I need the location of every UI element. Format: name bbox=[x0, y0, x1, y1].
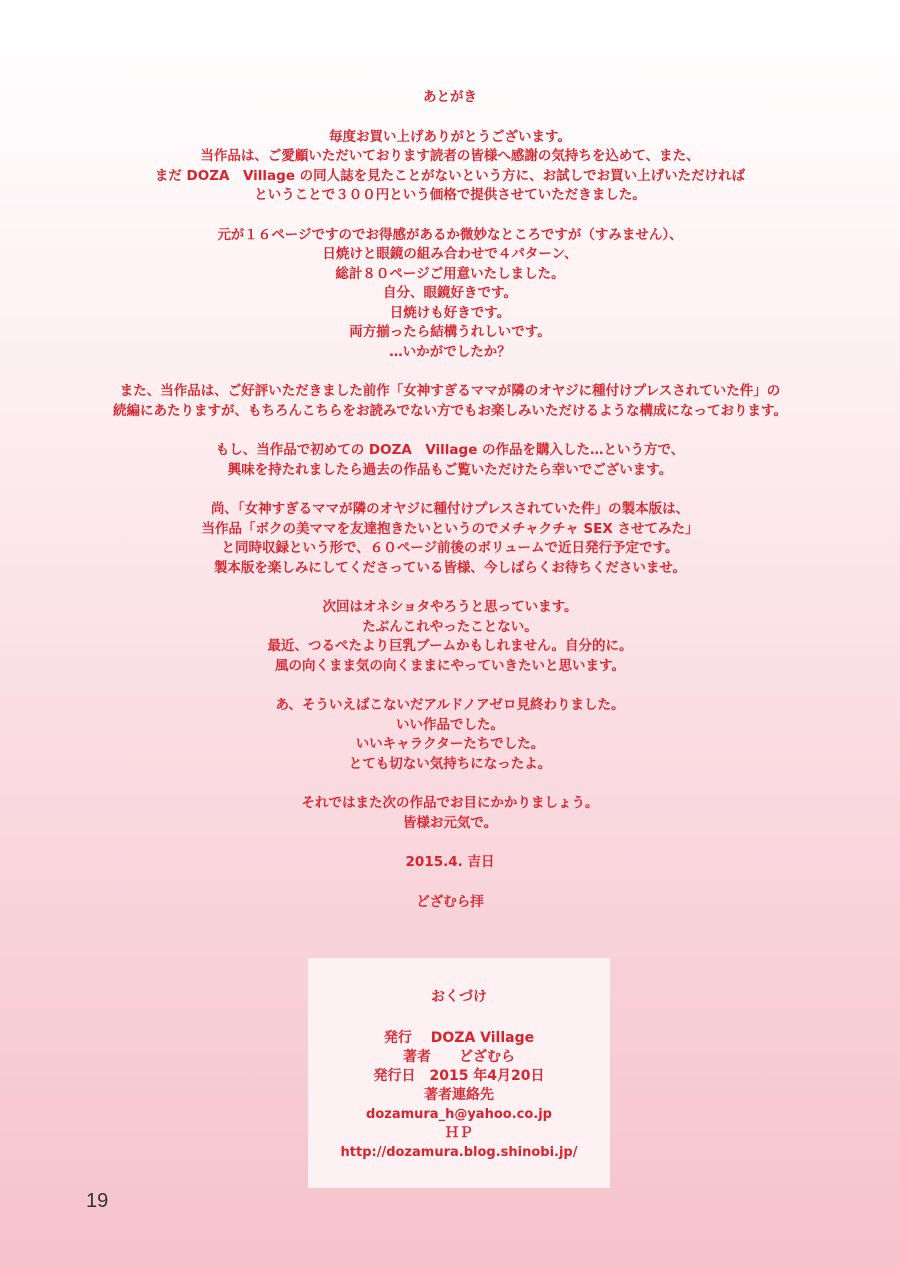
afterword-date-block bbox=[40, 853, 860, 873]
afterword-title-block bbox=[40, 88, 860, 108]
afterword-line: 元が１６ページですのでお得感があるか微妙なところですが（すみません）、 bbox=[217, 226, 683, 243]
colophon-date: 発行日 2015 年4月20日 bbox=[373, 1068, 545, 1084]
colophon-hp-label: ＨＰ bbox=[445, 1125, 473, 1141]
afterword-line: …いかがでしたか？ bbox=[389, 343, 511, 360]
afterword-line: 日焼けと眼鏡の組み合わせで４パターン、 bbox=[322, 246, 578, 262]
afterword-line: 続編にあたりますが、もちろんこちらをお読みでない方でもお楽しみいただけるような構成になっております。 bbox=[113, 402, 787, 419]
afterword-line: ということで３００円という価格で提供させていただきました。 bbox=[254, 187, 646, 203]
afterword-paragraph bbox=[40, 128, 860, 206]
afterword-line: とても切ない気持ちになったよ。 bbox=[348, 755, 552, 772]
afterword-line: 風の向くまま気の向くままにやっていきたいと思います。 bbox=[275, 657, 625, 674]
afterword-line: 当作品は、ご愛顧いただいております読者の皆様へ感謝の気持ちを込めて、また、 bbox=[200, 148, 700, 164]
afterword-paragraph bbox=[40, 794, 860, 833]
colophon-box bbox=[308, 958, 610, 1188]
afterword-line: もし、当作品で初めての DOZA Village の作品を購入した…という方で、 bbox=[215, 442, 685, 458]
afterword-line: 毎度お買い上げありがとうございます。 bbox=[329, 128, 571, 145]
afterword-signature: どざむら拝 bbox=[416, 893, 484, 910]
colophon-heading: おくづけ bbox=[431, 989, 487, 1005]
afterword-line: 総計８０ページご用意いたしました。 bbox=[335, 265, 565, 282]
afterword-paragraph bbox=[40, 382, 860, 421]
afterword-signature-block bbox=[40, 893, 860, 913]
afterword-paragraph bbox=[40, 500, 860, 578]
afterword-line: 当作品「ボクの美ママを友達抱きたいというのでメチャクチャ SEX させてみた」 bbox=[201, 520, 699, 537]
afterword-line: 日焼けも好きです。 bbox=[389, 304, 511, 321]
afterword-line: 製本版を楽しみにしてくださっている皆様、今しばらくお待ちくださいませ。 bbox=[213, 559, 687, 576]
colophon-publisher: 発行 DOZA Village bbox=[383, 1030, 535, 1046]
afterword-line: あ、そういえばこないだアルドノアゼロ見終わりました。 bbox=[275, 697, 625, 713]
afterword-paragraph bbox=[40, 598, 860, 676]
afterword-line: それではまた次の作品でお目にかかりましょう。 bbox=[301, 795, 599, 811]
afterword-line: たぶんこれやったことない。 bbox=[362, 618, 538, 635]
afterword-date: 2015.4. 吉日 bbox=[405, 854, 495, 870]
afterword-line: 次回はオネショタやろうと思っています。 bbox=[322, 599, 578, 615]
afterword-line: 興味を持たれましたら過去の作品もご覧いただけたら幸いでございます。 bbox=[227, 461, 673, 478]
colophon-email: dozamura_h@yahoo.co.jp bbox=[366, 1107, 552, 1122]
afterword-paragraph bbox=[40, 696, 860, 774]
afterword-line: 尚、「女神すぎるママが隣のオヤジに種付けプレスされていた件」の製本版は、 bbox=[210, 501, 690, 517]
afterword-paragraph bbox=[40, 226, 860, 363]
afterword-line: いいキャラクターたちでした。 bbox=[355, 736, 545, 752]
afterword-line: いい作品でした。 bbox=[396, 716, 504, 733]
colophon-contact-label: 著者連絡先 bbox=[424, 1087, 494, 1103]
afterword-line: と同時収録という形で、６０ページ前後のボリュームで近日発行予定です。 bbox=[221, 540, 679, 556]
afterword bbox=[40, 88, 860, 932]
page-number: 19 bbox=[86, 1190, 109, 1212]
colophon-url: http://dozamura.blog.shinobi.jp/ bbox=[340, 1145, 578, 1160]
afterword-paragraph bbox=[40, 441, 860, 480]
afterword-line: 自分、眼鏡好きです。 bbox=[383, 285, 517, 301]
afterword-line: 皆様お元気で。 bbox=[402, 814, 498, 831]
afterword-title: あとがき bbox=[423, 89, 477, 105]
afterword-line: 両方揃ったら結構うれしいです。 bbox=[349, 324, 551, 340]
colophon-author: 著者 どざむら bbox=[403, 1049, 515, 1065]
afterword-line: また、当作品は、ご好評いただきました前作「女神すぎるママが隣のオヤジに種付けプレスされていた件」の bbox=[119, 383, 781, 399]
afterword-line: まだ DOZA Village の同人誌を見たことがないという方に、お試しでお買い上げいただければ bbox=[154, 167, 746, 184]
afterword-line: 最近、つるぺたより巨乳ブームかもしれません。自分的に。 bbox=[267, 638, 633, 654]
